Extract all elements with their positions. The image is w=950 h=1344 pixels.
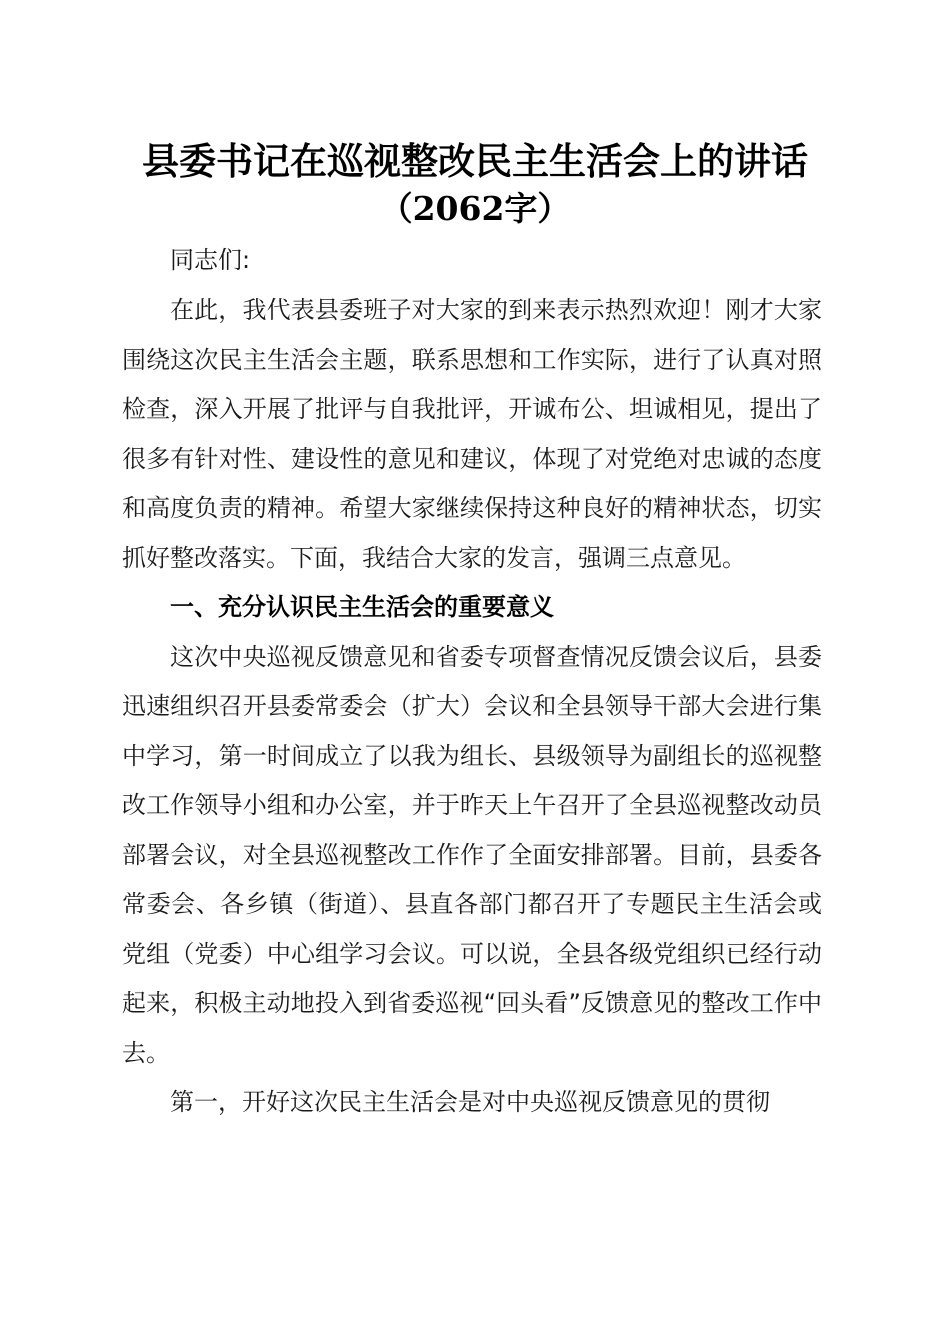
paragraph-section-1: 这次中央巡视反馈意见和省委专项督查情况反馈会议后，县委迅速组织召开县委常委会（扩大）会议和全县领导干部大会进行集中学习，第一时间成立了以我为组长、县级领导为副组长的巡视整改工作领导小组和办公室，并于昨天上午召开了全县巡视整改动员部署会议，对全县巡视整改工作作了全面安排部署。目前，县委各常委会、各乡镇（街道）、县直各部门都召开了专题民主生活会或党组（党委）中心组学习会议。可以说，全县各级党组织已经行动起来，积极主动地投入到省委巡视“回头看”反馈意见的整改工作中去。: [122, 642, 822, 1067]
paragraph-intro: 在此，我代表县委班子对大家的到来表示热烈欢迎！刚才大家围绕这次民主生活会主题，联系思想和工作实际，进行了认真对照检查，深入开展了批评与自我批评，开诚布公、坦诚相见，提出了很多有针对性、建设性的意见和建议，体现了对党绝对忠诚的态度和高度负责的精神。希望大家继续保持这种良好的精神状态，切实抓好整改落实。下面，我结合大家的发言，强调三点意见。: [122, 296, 822, 572]
salutation: 同志们:: [170, 246, 251, 274]
section-heading-1: 一、充分认识民主生活会的重要意义: [170, 593, 554, 621]
document-title: 县委书记在巡视整改民主生活会上的讲话: [142, 139, 808, 183]
document-body: [122, 286, 822, 1128]
paragraph-point-1: 第一，开好这次民主生活会是对中央巡视反馈意见的贯彻: [170, 1088, 770, 1116]
document-subtitle: （2062字）: [379, 189, 571, 228]
salutation-block: [122, 236, 822, 286]
